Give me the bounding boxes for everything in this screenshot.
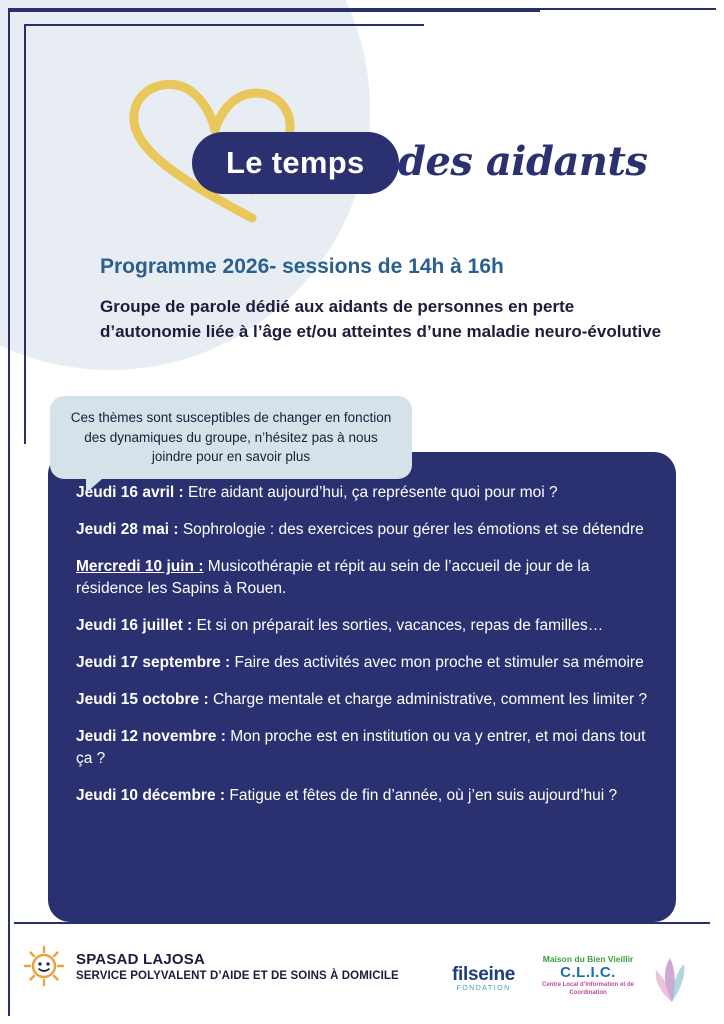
program-title: Programme 2026- sessions de 14h à 16h bbox=[100, 255, 504, 278]
footer-divider bbox=[14, 922, 710, 924]
filseine-subtitle: FONDATION bbox=[456, 985, 511, 992]
session-date: Mercredi 10 juin : bbox=[76, 558, 204, 575]
list-item bbox=[76, 689, 648, 711]
brand-logo bbox=[120, 70, 648, 230]
list-item bbox=[76, 615, 648, 637]
filseine-name: filseine bbox=[452, 964, 516, 985]
list-item bbox=[76, 785, 648, 807]
list-item bbox=[76, 556, 648, 600]
session-description: Mon proche est en institution ou va y entrer, et moi dans tout ça ? bbox=[76, 728, 646, 767]
brand-script-label: des aidants bbox=[398, 138, 648, 185]
list-item bbox=[76, 482, 648, 504]
session-date: Jeudi 12 novembre : bbox=[76, 728, 226, 745]
clic-logo bbox=[540, 954, 636, 997]
footer bbox=[0, 922, 724, 1024]
session-date: Jeudi 10 décembre : bbox=[76, 787, 226, 804]
session-description: Et si on préparait les sorties, vacances, repas de familles… bbox=[192, 617, 604, 634]
plume-logo-icon bbox=[644, 952, 700, 1008]
session-date: Jeudi 17 septembre : bbox=[76, 654, 231, 671]
spasad-name: SPASAD LAJOSA bbox=[76, 950, 206, 968]
list-item bbox=[76, 726, 648, 770]
list-item bbox=[76, 519, 648, 541]
session-date: Jeudi 15 octobre : bbox=[76, 691, 209, 708]
sun-icon bbox=[22, 944, 66, 988]
session-date: Jeudi 16 juillet : bbox=[76, 617, 193, 634]
filseine-logo bbox=[452, 964, 515, 992]
clic-subtitle: Centre Local d’Information et de Coordination bbox=[541, 982, 634, 996]
spasad-subtitle: SERVICE POLYVALENT D’AIDE ET DE SOINS À DOMICILE bbox=[76, 969, 399, 982]
program-subtitle: Groupe de parole dédié aux aidants de personnes en perte d’autonomie liée à l’âge et/ou atteintes d’une maladie neuro-évolutive bbox=[100, 297, 662, 341]
clic-main-text: C.L.I.C. bbox=[560, 964, 616, 981]
spasad-logo bbox=[22, 944, 399, 988]
session-description: Faire des activités avec mon proche et stimuler sa mémoire bbox=[230, 654, 644, 671]
sessions-panel bbox=[48, 452, 676, 922]
session-description: Sophrologie : des exercices pour gérer les émotions et se détendre bbox=[178, 521, 644, 538]
note-bubble: Ces thèmes sont susceptibles de changer en fonction des dynamiques du groupe, n’hésitez pas à nous joindre pour en savoir plus bbox=[50, 396, 412, 479]
clic-arc-text: Maison du Bien Vieillir bbox=[542, 954, 634, 964]
session-description: Fatigue et fêtes de fin d’année, où j’en suis aujourd’hui ? bbox=[225, 787, 618, 804]
session-description: Musicothérapie et répit au sein de l’accueil de jour de la résidence les Sapins à Rouen. bbox=[76, 558, 590, 597]
session-description: Etre aidant aujourd’hui, ça représente quoi pour moi ? bbox=[183, 484, 558, 501]
session-description: Charge mentale et charge administrative, comment les limiter ? bbox=[208, 691, 648, 708]
session-date: Jeudi 28 mai : bbox=[76, 521, 179, 538]
brand-pill-label: Le temps bbox=[192, 132, 399, 194]
list-item bbox=[76, 652, 648, 674]
session-date: Jeudi 16 avril : bbox=[76, 484, 184, 501]
